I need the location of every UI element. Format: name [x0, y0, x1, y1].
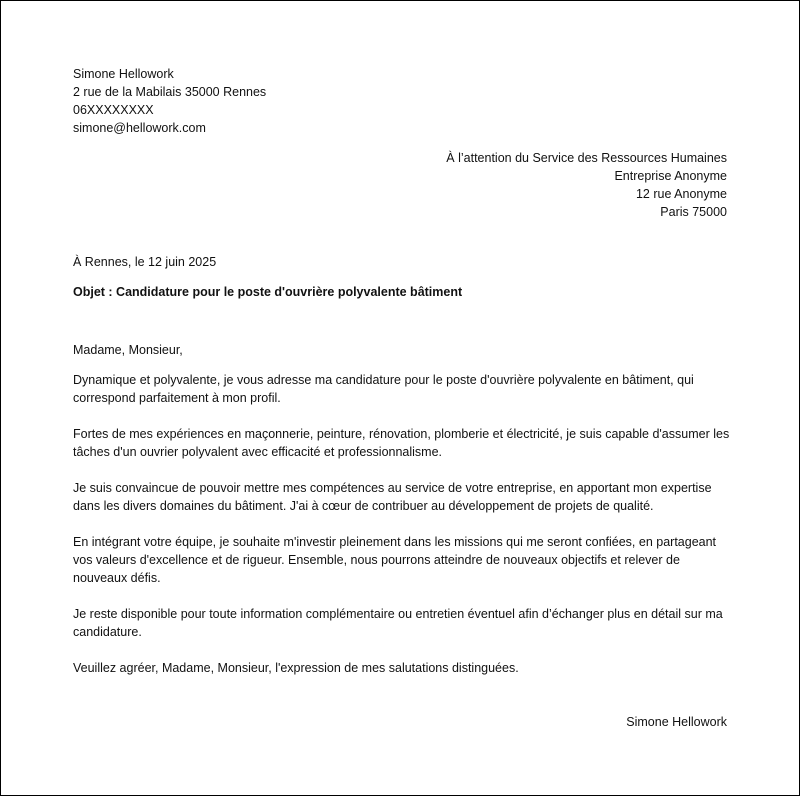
sender-block — [73, 65, 266, 137]
sender-phone: 06XXXXXXXX — [73, 103, 154, 117]
recipient-block — [446, 149, 727, 221]
salutation: Madame, Monsieur, — [73, 343, 183, 357]
recipient-city: Paris 75000 — [660, 205, 727, 219]
subject-line: Objet : Candidature pour le poste d'ouvrière polyvalente bâtiment — [73, 285, 463, 299]
body-paragraph: Je suis convaincue de pouvoir mettre mes compétences au service de votre entreprise, en apportant mon expertise dans les divers domaines du bâtiment. J'ai à cœur de contribuer au développement de projets de qualité. — [73, 481, 712, 513]
recipient-attention: À l’attention du Service des Ressources Humaines — [446, 151, 727, 165]
sender-email: simone@hellowork.com — [73, 121, 206, 135]
recipient-street: 12 rue Anonyme — [635, 187, 727, 201]
body-paragraph: Dynamique et polyvalente, je vous adresse ma candidature pour le poste d'ouvrière polyvalente en bâtiment, qui correspond parfaitement à mon profil. — [73, 373, 694, 405]
date-line: À Rennes, le 12 juin 2025 — [73, 255, 217, 269]
closing-paragraph: Veuillez agréer, Madame, Monsieur, l'expression de mes salutations distinguées. — [73, 661, 519, 675]
recipient-company: Entreprise Anonyme — [614, 169, 727, 183]
signature: Simone Hellowork — [626, 715, 727, 729]
sender-address: 2 rue de la Mabilais 35000 Rennes — [73, 85, 267, 99]
body-paragraph: En intégrant votre équipe, je souhaite m'investir pleinement dans les missions qui me seront confiées, en partageant vos valeurs d'excellence et de rigueur. Ensemble, nous pourrons atteindre de nouveaux objectifs et relever de nouveaux défis. — [73, 535, 717, 585]
body-paragraph: Fortes de mes expériences en maçonnerie, peinture, rénovation, plomberie et électricité, je suis capable d'assumer les tâches d'un ouvrier polyvalent avec efficacité et professionnalisme. — [73, 427, 730, 459]
sender-name: Simone Hellowork — [73, 67, 174, 81]
body-paragraph: Je reste disponible pour toute information complémentaire ou entretien éventuel afin d’échanger plus en détail sur ma candidature. — [73, 607, 723, 639]
